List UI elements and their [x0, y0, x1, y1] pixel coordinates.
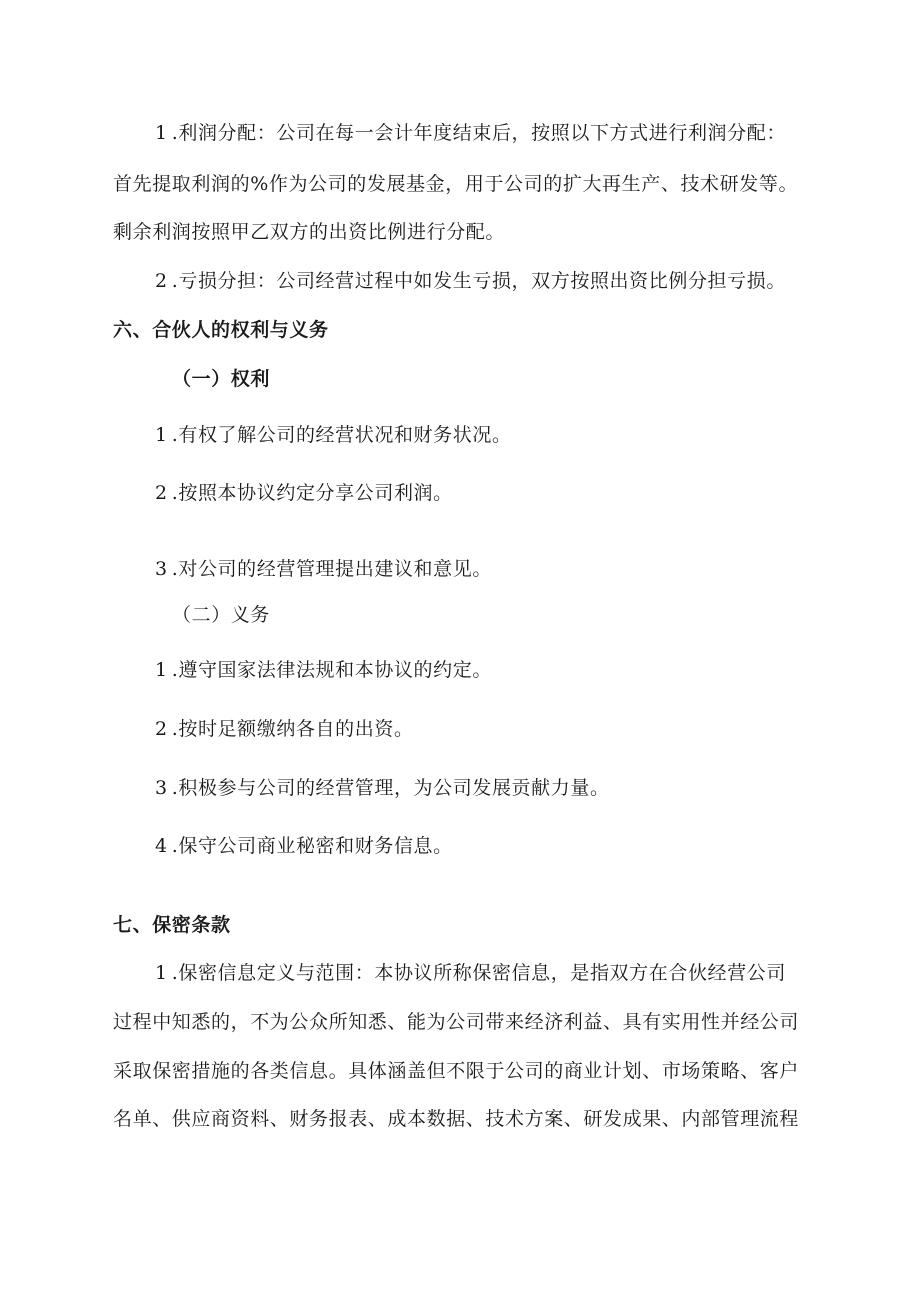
list-item-text: .有权了解公司的经营状况和财务状况。 [171, 424, 512, 446]
confidentiality-line-3: 采取保密措施的各类信息。具体涵盖但不限于公司的商业计划、市场策略、客户 [113, 1060, 800, 1082]
item-number: 1 [155, 122, 168, 144]
item-number: 4 [155, 835, 168, 857]
list-item-text: .按照本协议约定分享公司利润。 [171, 482, 453, 504]
item-number: 3 [155, 558, 168, 580]
item-number: 1 [155, 659, 168, 681]
list-item-text: .对公司的经营管理提出建议和意见。 [171, 558, 492, 580]
rights-item-2 [155, 480, 453, 506]
confidentiality-line-1 [155, 960, 786, 986]
item-number: 2 [155, 270, 168, 292]
list-item-text: .按时足额缴纳各自的出资。 [171, 718, 414, 740]
duties-item-3 [155, 775, 610, 801]
paragraph-text: .利润分配：公司在每一会计年度结束后，按照以下方式进行利润分配： [171, 122, 786, 144]
item-number: 1 [155, 962, 168, 984]
item-number: 1 [155, 424, 168, 446]
confidentiality-line-4: 名单、供应商资料、财务报表、成本数据、技术方案、研发成果、内部管理流程 [113, 1108, 800, 1130]
subheading-duties: （二）义务 [172, 604, 271, 626]
confidentiality-line-2: 过程中知悉的，不为公众所知悉、能为公司带来经济利益、具有实用性并经公司 [113, 1011, 800, 1033]
duties-item-4 [155, 833, 453, 859]
profit-distribution-line-2: 首先提取利润的%作为公司的发展基金，用于公司的扩大再生产、技术研发等。 [113, 173, 799, 195]
list-item-text: .保守公司商业秘密和财务信息。 [171, 835, 453, 857]
paragraph-text: .亏损分担：公司经营过程中如发生亏损，双方按照出资比例分担亏损。 [171, 270, 786, 292]
profit-distribution-line-3: 剩余利润按照甲乙双方的出资比例进行分配。 [113, 221, 506, 243]
rights-item-1 [155, 422, 512, 448]
profit-distribution-line-1 [155, 120, 786, 146]
loss-sharing-line [155, 268, 786, 294]
duties-item-1 [155, 657, 492, 683]
subheading-rights: （一）权利 [172, 368, 271, 390]
rights-item-3 [155, 556, 492, 582]
item-number: 2 [155, 718, 168, 740]
section-heading-confidentiality: 七、保密条款 [113, 914, 231, 936]
list-item-text: .积极参与公司的经营管理，为公司发展贡献力量。 [171, 777, 610, 799]
item-number: 3 [155, 777, 168, 799]
item-number: 2 [155, 482, 168, 504]
paragraph-text: .保密信息定义与范围：本协议所称保密信息，是指双方在合伙经营公司 [171, 962, 786, 984]
duties-item-2 [155, 716, 414, 742]
list-item-text: .遵守国家法律法规和本协议的约定。 [171, 659, 492, 681]
section-heading-partner-rights-duties: 六、合伙人的权利与义务 [113, 319, 329, 341]
